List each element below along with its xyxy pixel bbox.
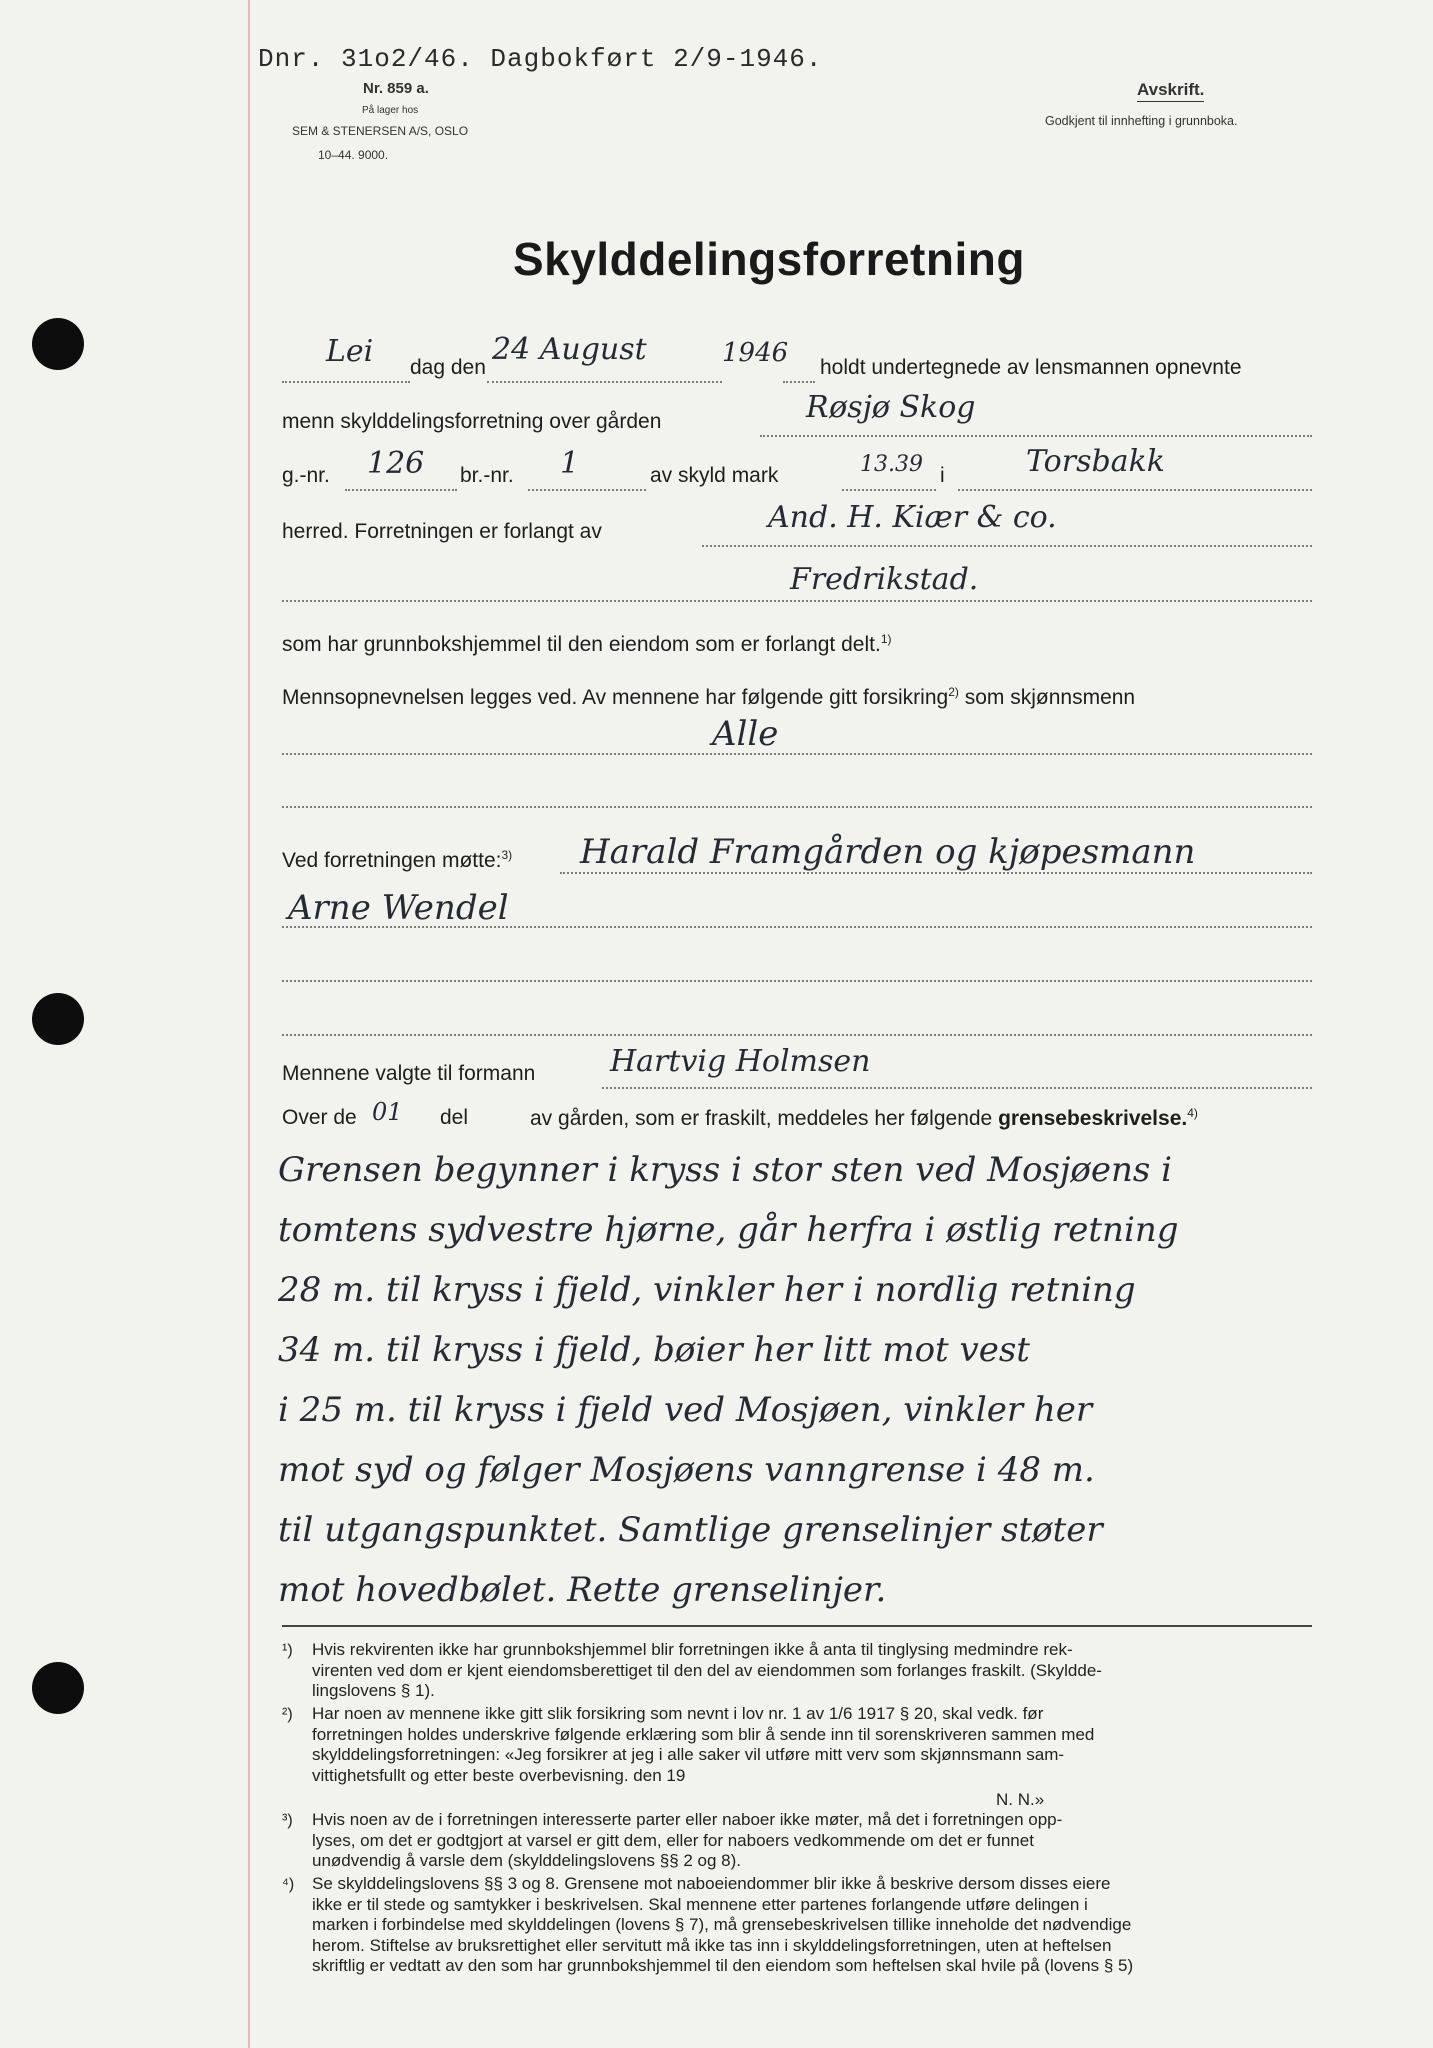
punch-hole — [32, 318, 84, 370]
form-label-assurance: Mennsopnevnelsen legges ved. Av mennene har følgende gitt forsikring$^{2)}$ som skjønnsmenn — [282, 685, 1136, 709]
form-label-in: i — [940, 464, 945, 487]
handwritten-farm: Røsjø Skog — [806, 390, 976, 425]
fill-line — [528, 489, 646, 491]
handwritten-assessors: Alle — [712, 714, 779, 754]
footnote-mark: ²) — [282, 1706, 293, 1723]
description-line: 34 m. til kryss i fjeld, bøier her litt mot vest — [278, 1330, 1030, 1370]
form-label-chairman: Mennene valgte til formann — [282, 1062, 536, 1085]
copy-label: Avskrift. — [1137, 80, 1204, 102]
handwritten-brnr: 1 — [560, 446, 580, 481]
handwritten-place: Lei — [326, 334, 374, 369]
form-label-held: holdt undertegnede av lensmannen opnevnte — [820, 356, 1242, 379]
handwritten-herred: Torsbakk — [1026, 444, 1165, 479]
fill-line — [958, 489, 1312, 491]
fill-line — [602, 1087, 1312, 1089]
fill-line — [760, 435, 1312, 437]
form-label-skyld: av skyld mark — [650, 464, 779, 487]
form-label-del: del — [440, 1106, 469, 1129]
handwritten-year: 1946 — [722, 338, 789, 368]
form-label-title-holder: som har grunnbokshjemmel til den eiendom som er forlangt delt.$^{1)}$ — [282, 632, 892, 656]
footnote-1: Hvis rekvirenten ikke har grunnbokshjemmel blir forretningen ikke å anta til tinglysing medmindre rek- virenten ved dom er kjent eiendomsberettiget til den del av eiendommen som forlanges fraskilt. (Skyldde- lingslovens § 1). — [312, 1640, 1102, 1700]
handwritten-attended-2: Arne Wendel — [288, 888, 509, 928]
form-label-gnr: g.-nr. — [282, 464, 330, 487]
handwritten-attended: Harald Framgården og kjøpesmann — [580, 832, 1196, 872]
form-label-day: dag den — [410, 356, 486, 379]
footnote-signature: N. N.» — [996, 1790, 1045, 1809]
fill-line — [702, 545, 1312, 547]
fill-line — [282, 753, 1312, 755]
handwritten-skyld: 13.39 — [860, 452, 923, 477]
publisher-note: På lager hos — [362, 105, 419, 116]
margin-line — [248, 0, 250, 2048]
handwritten-chairman: Hartvig Holmsen — [610, 1044, 871, 1079]
fill-line — [783, 381, 815, 383]
form-label-over: Over de — [282, 1106, 357, 1129]
fill-line — [842, 489, 936, 491]
handwritten-requester: And. H. Kiær & co. — [768, 500, 1057, 535]
handwritten-gnr: 126 — [367, 446, 425, 481]
form-label-farm: menn skylddelingsforretning over gården — [282, 410, 662, 433]
fill-line — [282, 806, 1312, 808]
footnote-mark: ⁴) — [282, 1876, 295, 1893]
approval-note: Godkjent til innhefting i grunnboka. — [1045, 114, 1238, 128]
form-label-boundary: av gården, som er fraskilt, meddeles her følgende grensebeskrivelse.$^{4)}$ — [530, 1106, 1198, 1130]
description-line: tomtens sydvestre hjørne, går herfra i østlig retning — [278, 1210, 1179, 1250]
register-line: Dnr. 31o2/46. Dagbokført 2/9-1946. — [258, 44, 823, 74]
fill-line — [282, 600, 1312, 602]
fill-line — [560, 872, 1312, 874]
form-label-attended: Ved forretningen møtte:$^{3)}$ — [282, 848, 513, 872]
form-label-requested: herred. Forretningen er forlangt av — [282, 520, 602, 543]
handwritten-part: 01 — [372, 1098, 403, 1126]
document-title: Skylddelingsforretning — [513, 233, 1025, 285]
print-code: 10–44. 9000. — [318, 148, 389, 162]
description-line: i 25 m. til kryss i fjeld ved Mosjøen, vinkler her — [278, 1390, 1093, 1430]
form-number: Nr. 859 a. — [363, 80, 429, 97]
fill-line — [345, 489, 457, 491]
punch-hole — [32, 993, 84, 1045]
fill-line — [282, 980, 1312, 982]
fill-line — [282, 381, 410, 383]
description-line: Grensen begynner i kryss i stor sten ved Mosjøens i — [278, 1150, 1173, 1190]
fill-line — [282, 1034, 1312, 1036]
punch-hole — [32, 1662, 84, 1714]
footnote-4: Se skylddelingslovens §§ 3 og 8. Grensene mot naboeiendommer blir ikke å beskrive dersom disses eiere ikke er til stede og samtykker i beskrivelsen. Skal mennene etter partenes forlangende utføre delingen i marken i forbindelse med skylddelingen (lovens § 7), må grensebeskrivelsen tillike inneholde det nødvendige herom. Stiftelse av bruksrettighet eller servitutt må ikke tas inn i skylddelingsforretningen, uten at heftelsen skriftlig er vedtatt av den som har grunnbokshjemmel til den eiendom som heftelsen skal hvile på (lovens § 5) — [312, 1874, 1134, 1975]
footnote-3: Hvis noen av de i forretningen interesserte parter eller naboer ikke møter, må det i forretningen opp- lyses, om det er godtgjort at varsel er gitt dem, eller for naboers vedkommende om det er funnet unødvendig å varsle dem (skylddelingslovens §§ 2 og 8). — [312, 1810, 1063, 1870]
publisher: SEM & STENERSEN A/S, OSLO — [292, 124, 469, 138]
form-label-brnr: br.-nr. — [460, 464, 514, 487]
description-line: mot hovedbølet. Rette grenselinjer. — [278, 1570, 887, 1610]
description-line: til utgangspunktet. Samtlige grenselinjer støter — [278, 1510, 1103, 1550]
footnote-mark: ³) — [282, 1812, 293, 1829]
footnote-2: Har noen av mennene ikke gitt slik forsikring som nevnt i lov nr. 1 av 1/6 1917 § 20, skal vedk. før forretningen holdes underskrive følgende erklæring som blir å sende inn til sorenskriveren sammen med skylddelingsforretningen: «Jeg forsikrer at jeg i alle saker vil utføre mitt verv som skjønnsmann sam- vittighetsfullt og etter beste overbevisning. den 19 — [312, 1704, 1095, 1785]
footnote-rule — [282, 1625, 1312, 1627]
fill-line — [282, 926, 1312, 928]
description-line: mot syd og følger Mosjøens vanngrense i 48 m. — [278, 1450, 1095, 1490]
handwritten-date: 24 August — [492, 332, 647, 367]
description-line: 28 m. til kryss i fjeld, vinkler her i nordlig retning — [278, 1270, 1136, 1310]
handwritten-requester-city: Fredrikstad. — [790, 562, 979, 597]
footnote-mark: ¹) — [282, 1642, 293, 1659]
fill-line — [487, 381, 722, 383]
